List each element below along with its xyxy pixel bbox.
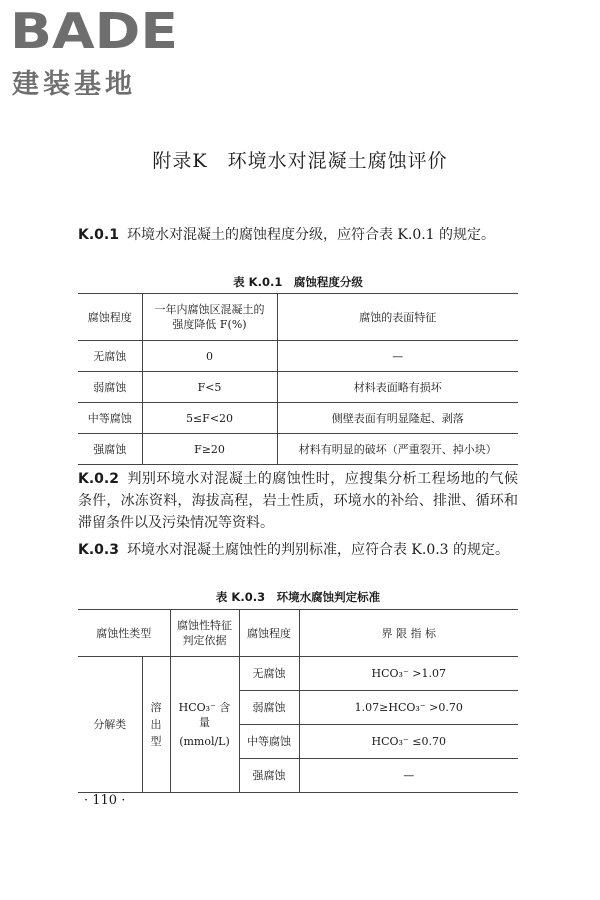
table-cell: 无腐蚀 (239, 657, 299, 691)
type-cell: 分解类 (78, 657, 142, 793)
table-header-row (78, 610, 518, 657)
clause-number: K.0.1 (78, 227, 119, 243)
basis-line: (mmol/L) (179, 735, 230, 748)
header-cell: 腐蚀程度 (78, 294, 142, 341)
header-cell: 腐蚀性类型 (78, 610, 170, 657)
page-number: · 110 · (84, 793, 126, 808)
table-cell: 中等腐蚀 (239, 725, 299, 759)
clause-number: K.0.3 (78, 542, 119, 558)
table-row (78, 657, 518, 691)
table-cell: 侧壁表面有明显隆起、剥落 (277, 403, 518, 434)
header-cell (142, 294, 277, 341)
subtype-char: 溶 (150, 701, 162, 714)
header-line: 强度降低 F(%) (172, 318, 247, 331)
clause-k03 (78, 539, 518, 561)
subtype-vertical-text (150, 699, 162, 750)
table-cell: HCO₃⁻ ≤0.70 (299, 725, 518, 759)
table-cell: F<5 (142, 372, 277, 403)
clause-text: 环境水对混凝土的腐蚀程度分级，应符合表 K.0.1 的规定。 (126, 227, 496, 243)
header-line: 判定依据 (182, 634, 227, 647)
table-cell: 弱腐蚀 (239, 691, 299, 725)
brand-logo (10, 6, 180, 100)
water-corrosion-criteria-table (78, 609, 518, 793)
table-cell: 强腐蚀 (78, 434, 142, 465)
table-cell: 材料有明显的破坏（严重裂开、掉小块） (277, 434, 518, 465)
table-cell: 无腐蚀 (78, 341, 142, 372)
header-line: 一年内腐蚀区混凝土的 (154, 303, 265, 316)
header-cell: 腐蚀的表面特征 (277, 294, 518, 341)
table-cell: HCO₃⁻ >1.07 (299, 657, 518, 691)
clause-k02 (78, 468, 518, 534)
clause-text: 环境水对混凝土腐蚀性的判别标准，应符合表 K.0.3 的规定。 (126, 542, 510, 558)
table-cell: 材料表面略有损坏 (277, 372, 518, 403)
clause-text: 判别环境水对混凝土的腐蚀性时，应搜集分析工程场地的气候条件，冰冻资料，海拔高程，岩土性质，环境水的补给、排泄、循环和滞留条件以及污染情况等资料。 (78, 471, 518, 531)
table-row (78, 403, 518, 434)
header-line: 腐蚀性特征 (177, 619, 232, 632)
logo-brand-text: BADE (10, 6, 178, 54)
table-cell: 弱腐蚀 (78, 372, 142, 403)
table-cell: — (299, 759, 518, 793)
subtype-char: 型 (150, 735, 162, 748)
header-cell (170, 610, 239, 657)
table-cell: F≥20 (142, 434, 277, 465)
header-cell: 腐蚀程度 (239, 610, 299, 657)
table-cell: — (277, 341, 518, 372)
table-header-row (78, 294, 518, 341)
table-cell: 中等腐蚀 (78, 403, 142, 434)
table-row (78, 434, 518, 465)
table1-caption: 表 K.0.1 腐蚀程度分级 (233, 275, 363, 289)
table-cell: 1.07≥HCO₃⁻ >0.70 (299, 691, 518, 725)
appendix-title: 附录K 环境水对混凝土腐蚀评价 (152, 150, 448, 172)
clause-number: K.0.2 (78, 471, 119, 487)
subtype-char: 出 (150, 718, 162, 731)
table3-caption: 表 K.0.3 环境水腐蚀判定标准 (215, 590, 381, 604)
table-row (78, 372, 518, 403)
table-cell: 0 (142, 341, 277, 372)
basis-line: HCO₃⁻ 含量 (178, 701, 231, 729)
corrosion-grade-table (78, 293, 518, 465)
basis-cell (170, 657, 239, 793)
bade-logo-mark (10, 6, 180, 54)
header-cell: 界 限 指 标 (299, 610, 518, 657)
logo-subtitle: 建装基地 (12, 69, 136, 100)
table-row (78, 341, 518, 372)
clause-k01 (78, 224, 518, 246)
table-cell: 强腐蚀 (239, 759, 299, 793)
table-cell: 5≤F<20 (142, 403, 277, 434)
subtype-cell (142, 657, 170, 793)
